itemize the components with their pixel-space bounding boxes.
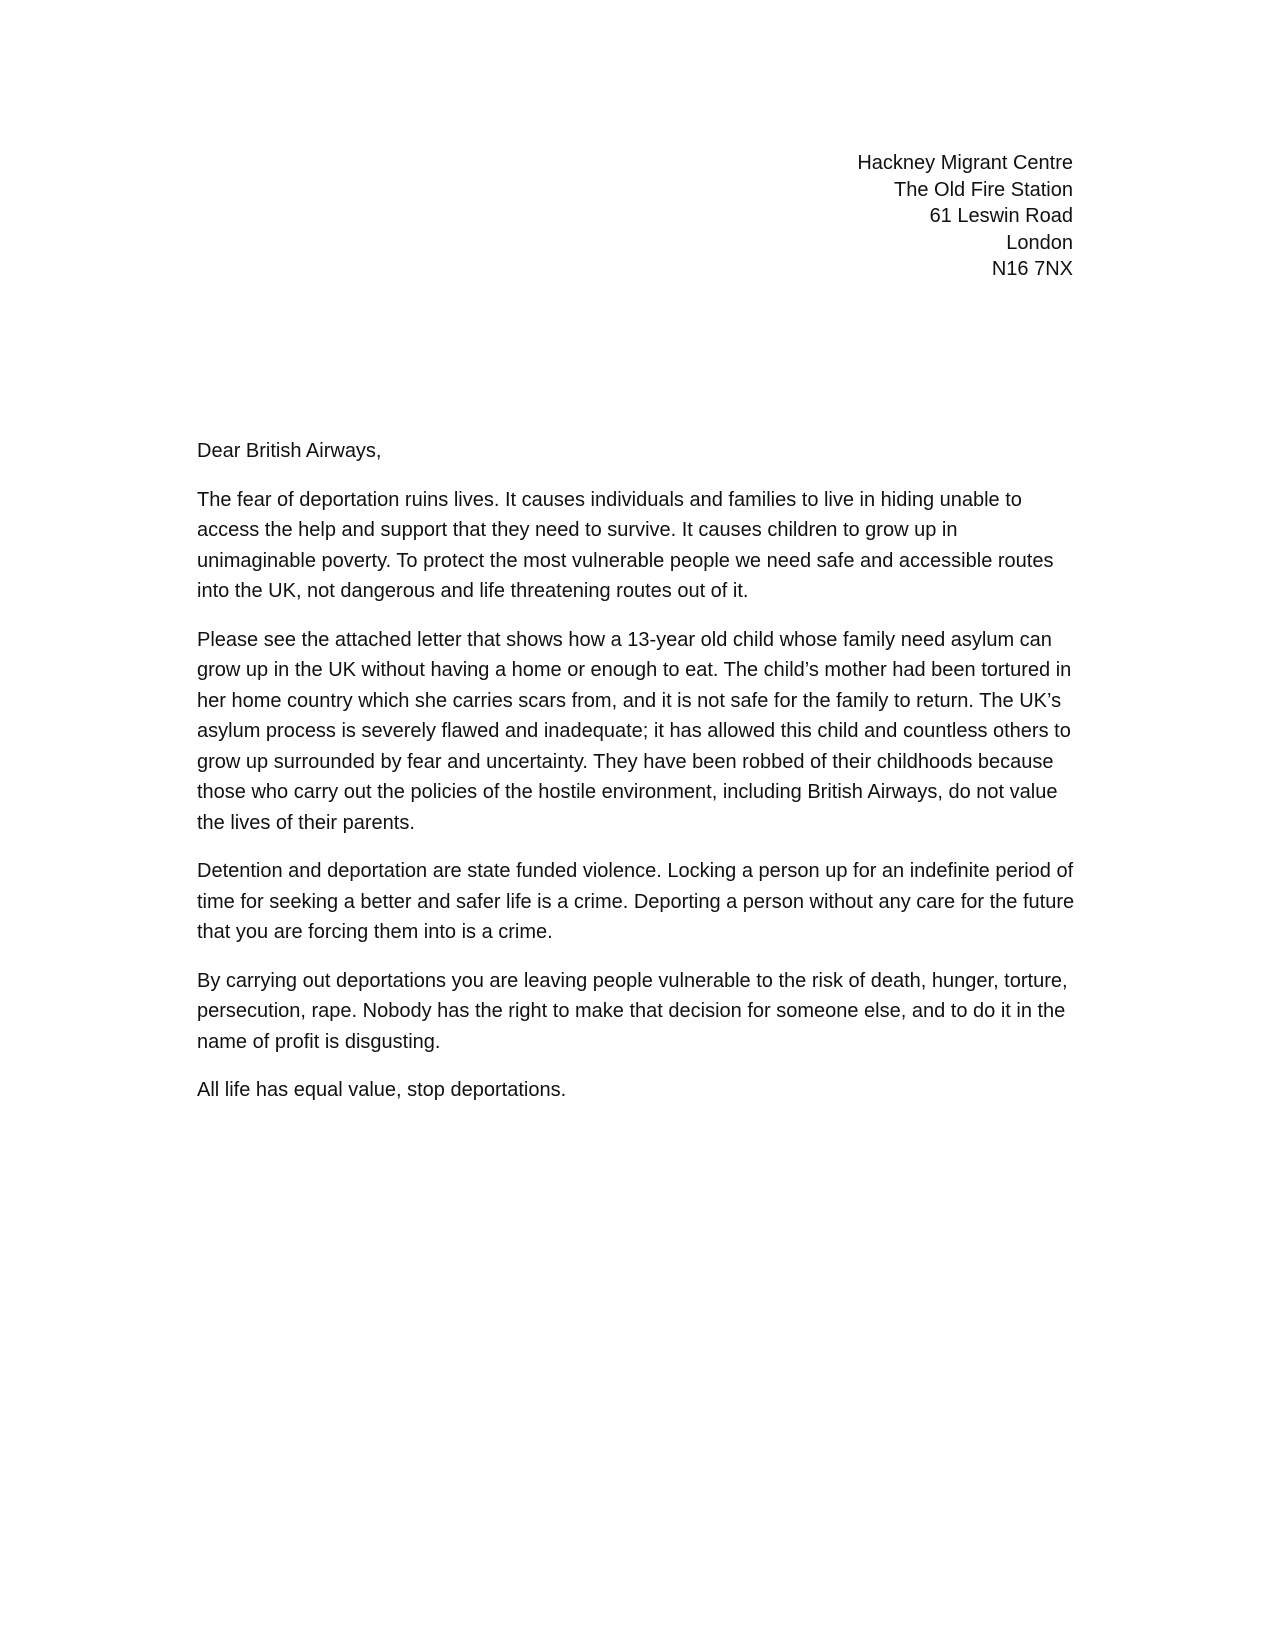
- address-line-city: London: [1006, 231, 1073, 254]
- closing-line: All life has equal value, stop deportations.: [197, 1079, 567, 1101]
- paragraph-attached-letter: Please see the attached letter that shows how a 13-year old child whose family need asylum can grow up in the UK without having a home or enough to eat. The child’s mother had been tortured in her home country which she carries scars from, and it is not safe for the family to return. The UK’s asylum process is severely flawed and inadequate; it has allowed this child and countless others to grow up surrounded by fear and uncertainty. They have been robbed of their childhoods because those who carry out the policies of the hostile environment, including British Airways, do not value the lives of their parents.: [197, 628, 1072, 834]
- address-line-postcode: N16 7NX: [991, 258, 1073, 280]
- paragraph-deportation-fear: The fear of deportation ruins lives. It causes individuals and families to live in hiding unable to access the help and support that they need to survive. It causes children to grow up in unimaginable poverty. To protect the most vulnerable people we need safe and accessible routes into the UK, not dangerous and life threatening routes out of it.: [197, 488, 1054, 602]
- address-line-building: The Old Fire Station: [894, 178, 1073, 201]
- sender-address: [857, 150, 1073, 283]
- paragraph-risk-of-harm: By carrying out deportations you are leaving people vulnerable to the risk of death, hunger, torture, persecution, rape. Nobody has the right to make that decision for someone else, and to do it in the name of profit is disgusting.: [197, 969, 1068, 1053]
- address-line-organisation: Hackney Migrant Centre: [857, 152, 1073, 174]
- paragraph-state-violence: Detention and deportation are state funded violence. Locking a person up for an indefinite period of time for seeking a better and safer life is a crime. Deporting a person without any care for the future that you are forcing them into is a crime.: [197, 860, 1075, 943]
- letter-body: [197, 436, 1077, 1106]
- salutation: Dear British Airways,: [197, 440, 382, 462]
- address-line-street: 61 Leswin Road: [929, 205, 1073, 227]
